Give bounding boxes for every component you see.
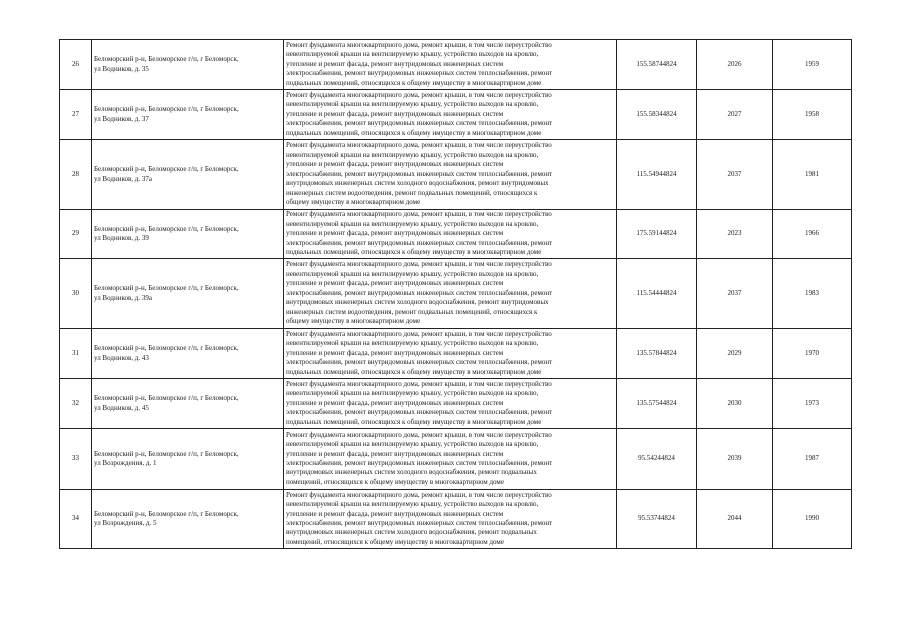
works-cell: [284, 259, 617, 329]
build-year-cell: 1973: [773, 379, 852, 429]
cost-cell: 115.54944824: [617, 140, 697, 210]
works-line: подвальных помещений, относящихся к общему имуществу в многоквартирном доме: [286, 417, 542, 426]
address-cell: [92, 379, 284, 429]
table-row: [60, 140, 852, 210]
works-line: подвальных помещений, относящихся к общему имуществу в многоквартирном доме: [286, 128, 542, 137]
works-line: электроснабжения, ремонт внутридомовых инженерных систем теплоснабжения, ремонт: [286, 459, 553, 467]
table-row: [60, 40, 852, 90]
cost-cell: 115.54444824: [617, 259, 697, 329]
address-line: Беломорский р-н, Беломорское г/п, г Беломорск,: [94, 165, 239, 174]
cost-cell: 95.54244824: [617, 429, 697, 490]
works-line: электроснабжения, ремонт внутридомовых инженерных систем теплоснабжения, ремонт: [286, 519, 553, 527]
works-line: электроснабжения, ремонт внутридомовых инженерных систем теплоснабжения, ремонт: [286, 288, 553, 297]
planned-year-cell: 2023: [697, 210, 773, 259]
works-line: Ремонт фундамента многоквартирного дома, ремонт крыши, в том числе переустройство: [286, 430, 552, 439]
works-cell: [284, 379, 617, 429]
planned-year-cell: 2029: [697, 329, 773, 379]
row-number: 33: [60, 429, 92, 490]
works-line: утепление и ремонт фасада, ремонт внутридомовых инженерных систем: [286, 279, 504, 288]
row-number: 32: [60, 379, 92, 429]
address-line: ул Водников, д. 43: [94, 353, 149, 362]
works-line: Ремонт фундамента многоквартирного дома, ремонт крыши, в том числе переустройство: [286, 141, 552, 150]
works-line: внутридомовых инженерных систем холодного водоснабжения, ремонт подвальных: [286, 528, 537, 537]
works-line: невентилируемой крыши на вентилируемую крышу, устройство выходов на кровлю,: [286, 339, 539, 348]
address-line: ул Водников, д. 39а: [94, 293, 152, 302]
works-line: электроснабжения, ремонт внутридомовых инженерных систем теплоснабжения, ремонт: [286, 119, 553, 128]
document-page: [59, 39, 851, 549]
planned-year-cell: 2027: [697, 90, 773, 140]
works-cell: [284, 429, 617, 490]
works-line: утепление и ремонт фасада, ремонт внутридомовых инженерных систем: [286, 59, 504, 68]
works-cell: [284, 40, 617, 90]
row-number: 34: [60, 490, 92, 549]
works-cell: [284, 140, 617, 210]
planned-year-cell: 2026: [697, 40, 773, 90]
works-line: общему имуществу в многоквартирном доме: [286, 198, 421, 207]
works-line: внутридомовых инженерных систем холодного водоснабжения, ремонт внутридомовых: [286, 179, 549, 188]
works-line: электроснабжения, ремонт внутридомовых инженерных систем теплоснабжения, ремонт: [286, 408, 553, 417]
works-line: общему имуществу в многоквартирном доме: [286, 317, 421, 326]
works-line: утепление и ремонт фасада, ремонт внутридомовых инженерных систем: [286, 509, 504, 518]
works-line: невентилируемой крыши на вентилируемую крышу, устройство выходов на кровлю,: [286, 440, 539, 449]
table-row: [60, 379, 852, 429]
works-line: электроснабжения, ремонт внутридомовых инженерных систем теплоснабжения, ремонт: [286, 69, 553, 78]
works-line: внутридомовых инженерных систем холодного водоснабжения, ремонт внутридомовых: [286, 298, 549, 307]
address-cell: [92, 210, 284, 259]
table-row: [60, 429, 852, 490]
address-line: Беломорский р-н, Беломорское г/п, г Беломорск,: [94, 344, 239, 353]
works-cell: [284, 329, 617, 379]
table-body: [60, 40, 852, 549]
row-number: 31: [60, 329, 92, 379]
cost-cell: 155.58344824: [617, 90, 697, 140]
address-line: ул Водников, д. 37: [94, 114, 149, 123]
works-line: невентилируемой крыши на вентилируемую крышу, устройство выходов на кровлю,: [286, 219, 539, 228]
works-line: утепление и ремонт фасада, ремонт внутридомовых инженерных систем: [286, 229, 504, 238]
address-line: ул Возрождения, д. 5: [94, 519, 157, 527]
works-line: электроснабжения, ремонт внутридомовых инженерных систем теплоснабжения, ремонт: [286, 358, 553, 367]
works-line: Ремонт фундамента многоквартирного дома, ремонт крыши, в том числе переустройство: [286, 260, 552, 269]
row-number: 30: [60, 259, 92, 329]
address-line: ул Водников, д. 45: [94, 403, 149, 412]
address-line: Беломорский р-н, Беломорское г/п, г Беломорск,: [94, 55, 239, 64]
address-line: Беломорский р-н, Беломорское г/п, г Беломорск,: [94, 284, 239, 293]
works-line: подвальных помещений, относящихся к общему имуществу в многоквартирном доме: [286, 367, 542, 376]
address-line: Беломорский р-н, Беломорское г/п, г Беломорск,: [94, 449, 239, 458]
build-year-cell: 1981: [773, 140, 852, 210]
works-line: Ремонт фундамента многоквартирного дома, ремонт крыши, в том числе переустройство: [286, 90, 552, 99]
works-line: утепление и ремонт фасада, ремонт внутридомовых инженерных систем: [286, 449, 504, 458]
address-line: ул Возрождения, д. 1: [94, 459, 157, 467]
build-year-cell: 1970: [773, 329, 852, 379]
planned-year-cell: 2030: [697, 379, 773, 429]
cost-cell: 135.57544824: [617, 379, 697, 429]
row-number: 29: [60, 210, 92, 259]
build-year-cell: 1983: [773, 259, 852, 329]
table-row: [60, 90, 852, 140]
build-year-cell: 1966: [773, 210, 852, 259]
works-cell: [284, 90, 617, 140]
works-line: невентилируемой крыши на вентилируемую крышу, устройство выходов на кровлю,: [286, 50, 539, 59]
build-year-cell: 1990: [773, 490, 852, 549]
works-line: электроснабжения, ремонт внутридомовых инженерных систем теплоснабжения, ремонт: [286, 238, 553, 247]
works-line: утепление и ремонт фасада, ремонт внутридомовых инженерных систем: [286, 348, 504, 357]
works-line: помещений, относящихся к общему имуществу в многоквартирном доме: [286, 477, 504, 486]
row-number: 28: [60, 140, 92, 210]
works-line: Ремонт фундамента многоквартирного дома, ремонт крыши, в том числе переустройство: [286, 379, 552, 388]
works-line: Ремонт фундамента многоквартирного дома, ремонт крыши, в том числе переустройство: [286, 40, 552, 49]
works-line: невентилируемой крыши на вентилируемую крышу, устройство выходов на кровлю,: [286, 150, 539, 159]
build-year-cell: 1959: [773, 40, 852, 90]
planned-year-cell: 2037: [697, 259, 773, 329]
works-line: Ремонт фундамента многоквартирного дома, ремонт крыши, в том числе переустройство: [286, 490, 552, 499]
works-line: подвальных помещений, относящихся к общему имуществу в многоквартирном доме: [286, 78, 542, 87]
works-line: утепление и ремонт фасада, ремонт внутридомовых инженерных систем: [286, 398, 504, 407]
address-cell: [92, 140, 284, 210]
works-line: инженерных систем водоотведения, ремонт подвальных помещений, относящихся к: [286, 188, 538, 197]
works-line: невентилируемой крыши на вентилируемую крышу, устройство выходов на кровлю,: [286, 389, 539, 398]
works-line: Ремонт фундамента многоквартирного дома, ремонт крыши, в том числе переустройство: [286, 210, 552, 219]
table-row: [60, 490, 852, 549]
works-line: Ремонт фундамента многоквартирного дома, ремонт крыши, в том числе переустройство: [286, 329, 552, 338]
address-line: ул Водников, д. 37а: [94, 174, 152, 183]
address-cell: [92, 90, 284, 140]
works-line: невентилируемой крыши на вентилируемую крышу, устройство выходов на кровлю,: [286, 500, 539, 509]
address-cell: [92, 259, 284, 329]
cost-cell: 135.57844824: [617, 329, 697, 379]
table-row: [60, 329, 852, 379]
address-cell: [92, 40, 284, 90]
address-line: Беломорский р-н, Беломорское г/п, г Беломорск,: [94, 224, 239, 233]
works-line: помещений, относящихся к общему имуществу в многоквартирном доме: [286, 537, 504, 546]
works-cell: [284, 490, 617, 549]
works-line: утепление и ремонт фасада, ремонт внутридомовых инженерных систем: [286, 160, 504, 169]
table-row: [60, 210, 852, 259]
address-line: Беломорский р-н, Беломорское г/п, г Беломорск,: [94, 394, 239, 403]
planned-year-cell: 2037: [697, 140, 773, 210]
address-line: Беломорский р-н, Беломорское г/п, г Беломорск,: [94, 509, 239, 518]
address-line: ул Водников, д. 35: [94, 64, 149, 73]
cost-cell: 155.58744824: [617, 40, 697, 90]
address-line: ул Водников, д. 39: [94, 234, 149, 242]
address-cell: [92, 329, 284, 379]
works-line: внутридомовых инженерных систем холодного водоснабжения, ремонт подвальных: [286, 468, 537, 477]
table-row: [60, 259, 852, 329]
build-year-cell: 1958: [773, 90, 852, 140]
planned-year-cell: 2039: [697, 429, 773, 490]
works-line: электроснабжения, ремонт внутридомовых инженерных систем теплоснабжения, ремонт: [286, 169, 553, 178]
works-line: инженерных систем водоотведения, ремонт подвальных помещений, относящихся к: [286, 307, 538, 316]
works-line: утепление и ремонт фасада, ремонт внутридомовых инженерных систем: [286, 109, 504, 118]
works-line: подвальных помещений, относящихся к общему имуществу в многоквартирном доме: [286, 248, 542, 257]
row-number: 26: [60, 40, 92, 90]
works-cell: [284, 210, 617, 259]
housing-repair-table: [59, 39, 852, 549]
planned-year-cell: 2044: [697, 490, 773, 549]
row-number: 27: [60, 90, 92, 140]
address-cell: [92, 429, 284, 490]
cost-cell: 95.53744824: [617, 490, 697, 549]
works-line: невентилируемой крыши на вентилируемую крышу, устройство выходов на кровлю,: [286, 269, 539, 278]
address-line: Беломорский р-н, Беломорское г/п, г Беломорск,: [94, 105, 239, 114]
build-year-cell: 1987: [773, 429, 852, 490]
cost-cell: 175.59144824: [617, 210, 697, 259]
works-line: невентилируемой крыши на вентилируемую крышу, устройство выходов на кровлю,: [286, 100, 539, 109]
address-cell: [92, 490, 284, 549]
